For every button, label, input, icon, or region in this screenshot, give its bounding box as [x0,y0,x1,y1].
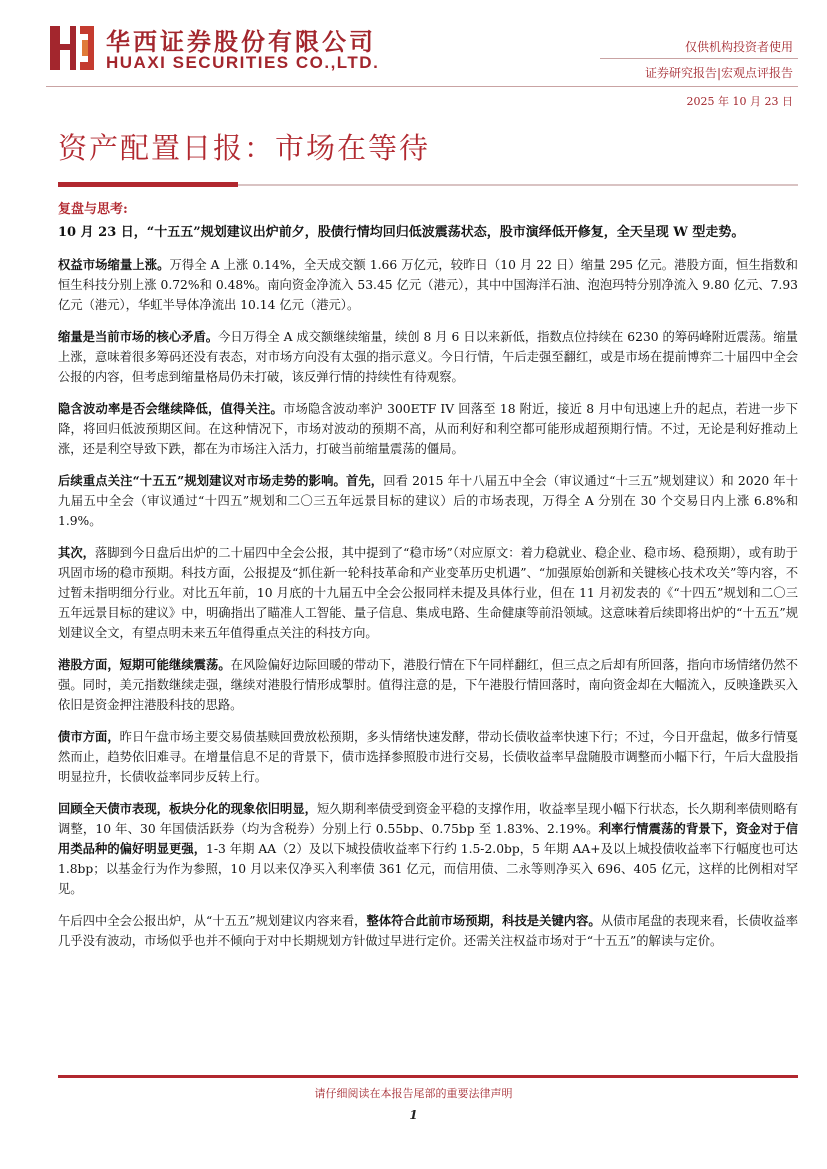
paragraph-volume [58,327,798,387]
para-text: 今日万得全 A 成交额继续缩量，续创 8 月 6 日以来新低，指数点位持续在 6230 的筹码峰附近震荡。缩量上涨，意味着很多筹码还没有表态，对市场方向没有太强的指示意义。今日行情，午后走强至翻红，或是市场在提前博弈二十届四中全会公报的内容，但考虑到缩量格局仍未打破，该反弹行情的持续性有待观察。 [58,330,798,384]
section-label: 复盘与思考: [58,202,128,217]
company-logo [46,22,380,74]
huaxi-logo-icon [46,22,98,74]
legal-disclaimer: 请仔细阅读在本报告尾部的重要法律声明 [314,1087,513,1100]
report-title: 资产配置日报：市场在等待 [58,131,431,165]
paragraph-equity [58,255,798,315]
paragraph-bond [58,727,798,787]
paragraph-communique [58,543,798,643]
para-heading: 回顾全天债市表现，板块分化的现象依旧明显， [58,801,318,816]
para-text-2: 1-3 年期 AA（2）及以下城投债收益率下行约 1.5-2.0bp，5 年期 AA+及以上城投债收益率下行幅度也可达 1.8bp；以基金行为作为参照，10 月以来仅净买入利率债 361 亿元，而信用债、二永等则净买入 696、405 亿元，这样的比例相对罕见。 [58,842,798,896]
report-body [58,222,798,963]
lead-paragraph [58,222,798,243]
company-name-cn: 华西证券股份有限公司 [106,28,376,56]
para-text: 短久期利率债受到资金平稳的支撑作用，收益率呈现小幅下行状态，长久期利率债则略有调整，10 年、30 年国债活跃券（均为含税券）分别上行 0.55bp、0.75bp 至 1.83%、2.19%。 [58,802,798,836]
report-category: 证券研究报告|宏观点评报告 [644,66,793,80]
para-heading: 权益市场缩量上涨。 [58,257,170,272]
para-heading: 港股方面，短期可能继续震荡。 [58,657,231,672]
para-text: 在风险偏好边际回暖的带动下，港股行情在下午同样翻红，但三点之后却有所回落，指向市场情绪仍然不强。同时，美元指数继续走强，继续对港股行情形成掣肘。值得注意的是，下午港股行情回落时，南向资金却在大幅流入，反映逢跌买入依旧是资金押注港股科技的思路。 [58,658,798,712]
para-text: 午后四中全会公报出炉，从“十五五”规划建议内容来看， [58,914,367,928]
para-text: 万得全 A 上涨 0.14%，全天成交额 1.66 万亿元，较昨日（10 月 22 日）缩量 295 亿元。港股方面，恒生指数和恒生科技分别上涨 0.72%和 0.48%。南向资金净流入 53.45 亿元（港元），其中中国海洋石油、泡泡玛特分别净流入 9.80 亿元、7.93 亿元（港元），华虹半导体净流出 10.14 亿元（港元）。 [58,258,798,312]
paragraph-volatility [58,399,798,459]
para-heading: 债市方面， [58,729,120,744]
para-text: 昨日午盘市场主要交易债基赎回费放松预期，多头情绪快速发酵，带动长债收益率快速下行；不过，今日开盘起，做多行情戛然而止，趋势依旧难寻。在增量信息不足的背景下，债市选择参照股市进行交易，长债收益率早盘随股市调整而小幅下行，午后大盘股指明显拉升，长债收益率同步反转上行。 [58,730,798,784]
para-heading: 后续重点关注“十五五”规划建议对市场走势的影响。首先， [58,473,384,488]
para-text-2: 从债市尾盘的表现来看，长债收益率几乎没有波动，市场似乎也并不倾向于对中长期规划方针做过早进行定价。还需关注权益市场对于“十五五”的解读与定价。 [58,914,798,948]
page-number: 1 [409,1108,418,1122]
paragraph-closing [58,911,798,951]
footer-rule [58,1075,798,1078]
company-name-en: HUAXI SECURITIES CO.,LTD. [106,53,380,72]
para-text: 落脚到今日盘后出炉的二十届四中全会公报，其中提到了“稳市场”（对应原文：着力稳就业、稳企业、稳市场、稳预期），或有助于巩固市场的稳市预期。科技方面，公报提及“抓住新一轮科技革命和产业变革历史机遇”、“加强原始创新和关键核心技术攻关”等内容，不过暂未指明细分行业。对比五年前，10 月底的十九届五中全会公报同样未提及具体行业，但在 11 月初发表的《“十四五”规划和二〇三五年远景目标的建议》中，明确指出了瞄准人工智能、量子信息、集成电路、生命健康等前沿领域。这意味着后续即将出炉的“十五五”规划建议全文，有望点明未来五年值得重点关注的科技方向。 [58,546,798,640]
para-heading-2: 利率行情震荡的背景下，资金对于信用类品种的偏好明显更强， [58,821,798,856]
para-text: 回看 2015 年十八届五中全会（审议通过“十三五”规划建议）和 2020 年十九届五中全会（审议通过“十四五”规划和二〇三五年远景目标的建议）后的市场表现，万得全 A 分别在 30 个交易日内上涨 6.8%和 1.9%。 [58,474,798,528]
para-heading: 整体符合此前市场预期，科技是关键内容。 [366,913,601,928]
para-heading: 其次， [58,545,95,560]
restriction-note: 仅供机构投资者使用 [684,40,793,54]
title-rule-accent [58,182,238,187]
lead-text: 10 月 23 日，“十五五”规划建议出炉前夕，股债行情均回归低波震荡状态，股市演绎低开修复，全天呈现 W 型走势。 [58,225,745,240]
para-heading: 缩量是当前市场的核心矛盾。 [58,329,219,344]
para-heading: 隐含波动率是否会继续降低，值得关注。 [58,401,284,416]
header-divider-2 [46,86,798,87]
header-divider-1 [600,58,798,59]
paragraph-bond-review [58,799,798,899]
para-text: 市场隐含波动率沪 300ETF IV 回落至 18 附近，接近 8 月中旬迅速上升的起点，若进一步下降，将回归低波预期区间。在这种情况下，市场对波动的预期不高，从而利好和利空都可能形成超预期行情。不过，无论是利好推动上涨，还是利空导致下跌，都在为市场注入活力，打破当前缩量震荡的僵局。 [58,402,798,456]
paragraph-plan-impact [58,471,798,531]
paragraph-hk [58,655,798,715]
report-date: 2025 年 10 月 23 日 [686,95,793,108]
